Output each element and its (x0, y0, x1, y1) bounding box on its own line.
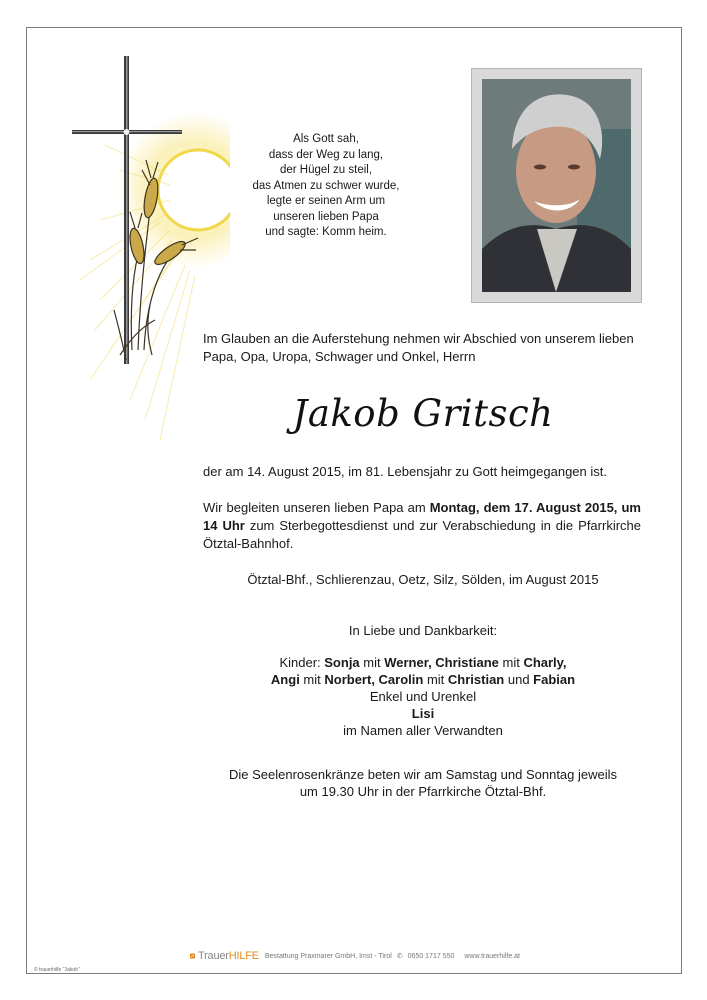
portrait-frame (471, 68, 642, 303)
portrait-photo (482, 79, 631, 292)
funeral-date: Montag, dem 17. August 2015, (429, 500, 618, 515)
poem-line: Als Gott sah, (293, 133, 359, 145)
funeral-text: Wir begleiten unseren lieben Papa am (203, 500, 430, 515)
poem-line: das Atmen zu schwer wurde, (252, 179, 400, 192)
funeral-text: zum Sterbegottesdienst und zur Verabschiedung in die Pfarrkirche Ötztal-Bahnhof. (203, 518, 641, 551)
family-line: im Namen aller Verwandten (343, 723, 503, 738)
funeral-details (203, 499, 641, 553)
rosary-notice (203, 766, 643, 800)
poem-line: legte er seinen Arm um (266, 195, 386, 207)
copyright-note: © trauerhilfe "Jakob" (34, 967, 80, 973)
phone-number: 0650 1717 550 (407, 952, 455, 960)
footer (190, 948, 520, 964)
website-link[interactable]: www.trauerhilfe.at (464, 952, 520, 960)
portrait-image (482, 79, 631, 292)
poem (238, 132, 414, 241)
thanks-heading: In Liebe und Dankbarkeit: (348, 623, 498, 638)
trauerhilfe-logo-icon (190, 951, 195, 961)
death-notice: der am 14. August 2015, im 81. Lebensjahr zu Gott heimgegangen ist. (203, 464, 607, 479)
poem-line: unseren lieben Papa (273, 210, 379, 223)
places-and-date: Ötztal-Bhf., Schlierenzau, Oetz, Silz, Sölden, im August 2015 (247, 572, 599, 587)
phone-icon: ✆ (396, 953, 403, 960)
family-line: Enkel und Urenkel (369, 689, 477, 704)
poem-line: und sagte: Komm heim. (265, 226, 387, 238)
rosary-line: Die Seelenrosenkränze beten wir am Samstag und Sonntag jeweils (228, 767, 618, 782)
family-line: Kinder: Sonja mit Werner, Christiane mit Charly, (279, 655, 567, 670)
brand-name: TrauerHILFE (197, 950, 259, 962)
company-info: Bestattung Praxmarer GmbH, Imst - Tirol (264, 952, 392, 960)
deceased-name: Jakob Gritsch (292, 392, 554, 435)
family-line: Lisi (411, 706, 435, 721)
funeral-time: um 14 Uhr (203, 500, 641, 533)
rosary-line: um 19.30 Uhr in der Pfarrkirche Ötztal-Bhf. (299, 784, 547, 799)
poem-line: der Hügel zu steil, (279, 164, 373, 176)
intro-text: Im Glauben an die Auferstehung nehmen wir Abschied von unserem lieben Papa, Opa, Uropa, Schwager und Onkel, Herrn (203, 331, 634, 364)
family-line: Angi mit Norbert, Carolin mit Christian und Fabian (270, 672, 576, 687)
family-list (203, 654, 643, 739)
poem-line: dass der Weg zu lang, (268, 148, 384, 161)
